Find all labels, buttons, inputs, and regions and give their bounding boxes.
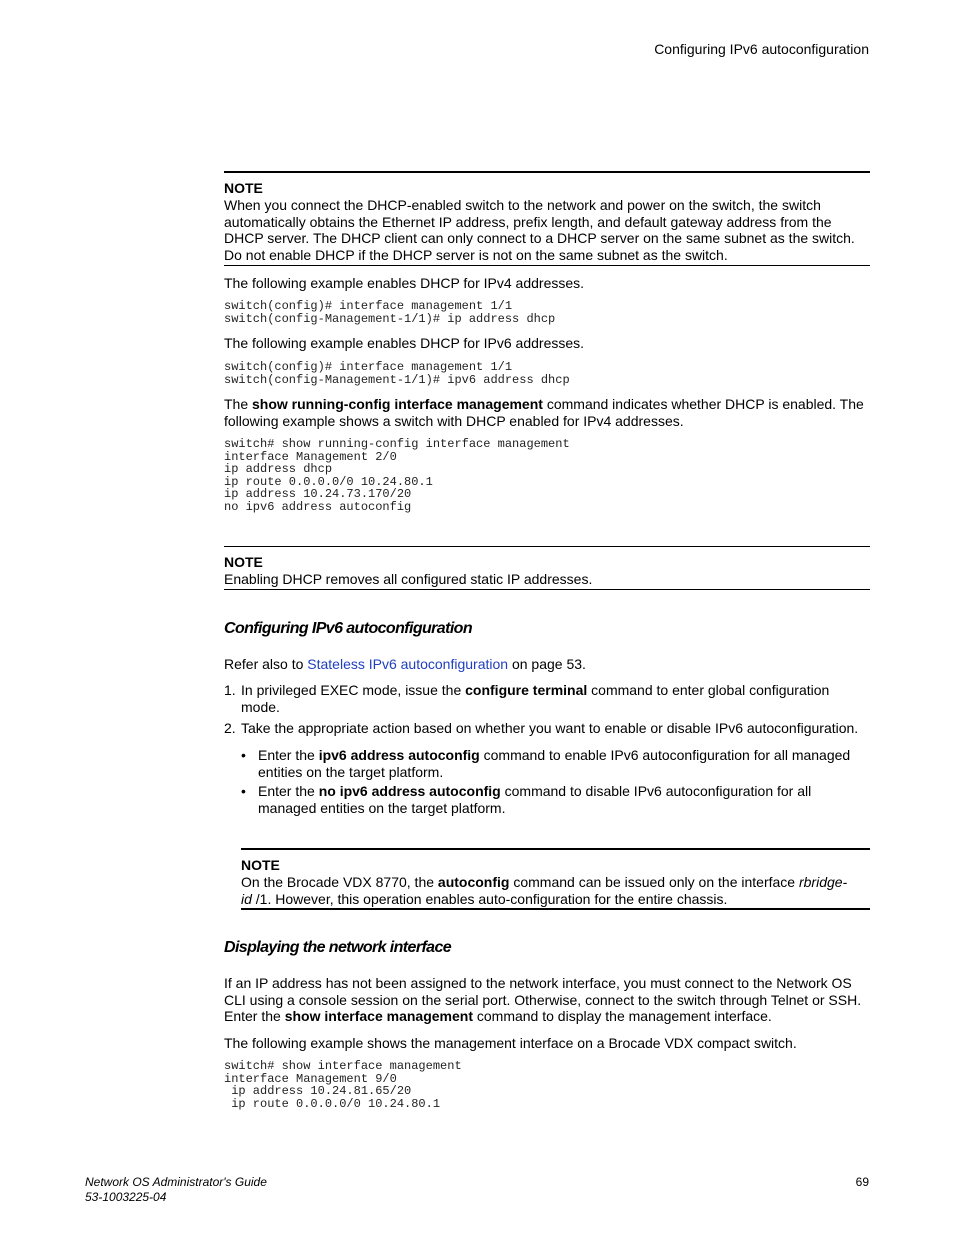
code-block: switch(config)# interface management 1/1 switch(config-Management-1/1)# ip address dhcp — [224, 299, 556, 326]
paragraph: Refer also to Stateless IPv6 autoconfiguration on page 53. — [224, 656, 586, 672]
footer-doc-number: 53-1003225-04 — [85, 1190, 167, 1204]
note-text: Enabling DHCP removes all configured static IP addresses. — [224, 571, 593, 587]
running-header: Configuring IPv6 autoconfiguration — [654, 41, 869, 57]
paragraph: The following example enables DHCP for IPv6 addresses. — [224, 335, 585, 351]
list-item: In privileged EXEC mode, issue the configure terminal command to enter global configuration mode. — [241, 682, 830, 715]
note-text: On the Brocade VDX 8770, the autoconfig command can be issued only on the interface rbridge-id /1. However, this operation enables auto-configuration for the entire chassis. — [241, 874, 848, 907]
code-block: switch# show interface management interface Management 9/0 ip address 10.24.81.65/20 ip route 0.0.0.0/0 10.24.80.1 — [224, 1059, 462, 1111]
note-title: NOTE — [224, 180, 263, 196]
note-title: NOTE — [224, 554, 263, 570]
paragraph: The show running-config interface management command indicates whether DHCP is enabled. The following example shows a switch with DHCP enabled for IPv4 addresses. — [224, 396, 864, 429]
bullet-mark: • — [241, 783, 246, 799]
note-bottom-rule — [224, 265, 870, 266]
section-heading: Configuring IPv6 autoconfiguration — [224, 620, 473, 637]
note-top-rule — [241, 848, 870, 850]
note-top-rule — [224, 546, 870, 547]
note-text: When you connect the DHCP-enabled switch to the network and power on the switch, the switch automatically obtains the Ethernet IP address, prefix length, and default gateway address from the DHCP server. The DHCP client can only connect to a DHCP server on the same subnet as the switch. Do not enable DHCP if the DHCP server is not on the same subnet as the switch. — [224, 197, 855, 264]
paragraph: If an IP address has not been assigned to the network interface, you must connect to the Network OS CLI using a console session on the serial port. Otherwise, connect to the switch through Telnet or SSH. Enter the show interface management command to display the management interface. — [224, 975, 862, 1025]
paragraph: The following example enables DHCP for IPv4 addresses. — [224, 275, 585, 291]
bullet-mark: • — [241, 747, 246, 763]
list-item: Enter the no ipv6 address autoconfig command to disable IPv6 autoconfiguration for all managed entities on the target platform. — [258, 783, 812, 816]
list-item: Take the appropriate action based on whether you want to enable or disable IPv6 autoconfiguration. — [241, 720, 859, 736]
note-title: NOTE — [241, 857, 280, 873]
page-number: 69 — [855, 1175, 869, 1189]
cross-reference-link[interactable]: Stateless IPv6 autoconfiguration — [307, 656, 509, 672]
note-bottom-rule — [241, 908, 870, 910]
step-number: 2. — [224, 720, 236, 736]
section-heading: Displaying the network interface — [224, 939, 452, 956]
paragraph: The following example shows the management interface on a Brocade VDX compact switch. — [224, 1035, 797, 1051]
step-number: 1. — [224, 682, 236, 698]
list-item: Enter the ipv6 address autoconfig command to enable IPv6 autoconfiguration for all managed entities on the target platform. — [258, 747, 851, 780]
code-block: switch# show running-config interface management interface Management 2/0 ip address dhcp ip route 0.0.0.0/0 10.24.80.1 ip address 10.24.73.170/20 no ipv6 address autoconfig — [224, 437, 570, 514]
footer-guide-title: Network OS Administrator's Guide — [85, 1175, 267, 1189]
code-block: switch(config)# interface management 1/1 switch(config-Management-1/1)# ipv6 address dhcp — [224, 360, 570, 387]
note-top-rule — [224, 171, 870, 173]
note-bottom-rule — [224, 589, 870, 590]
